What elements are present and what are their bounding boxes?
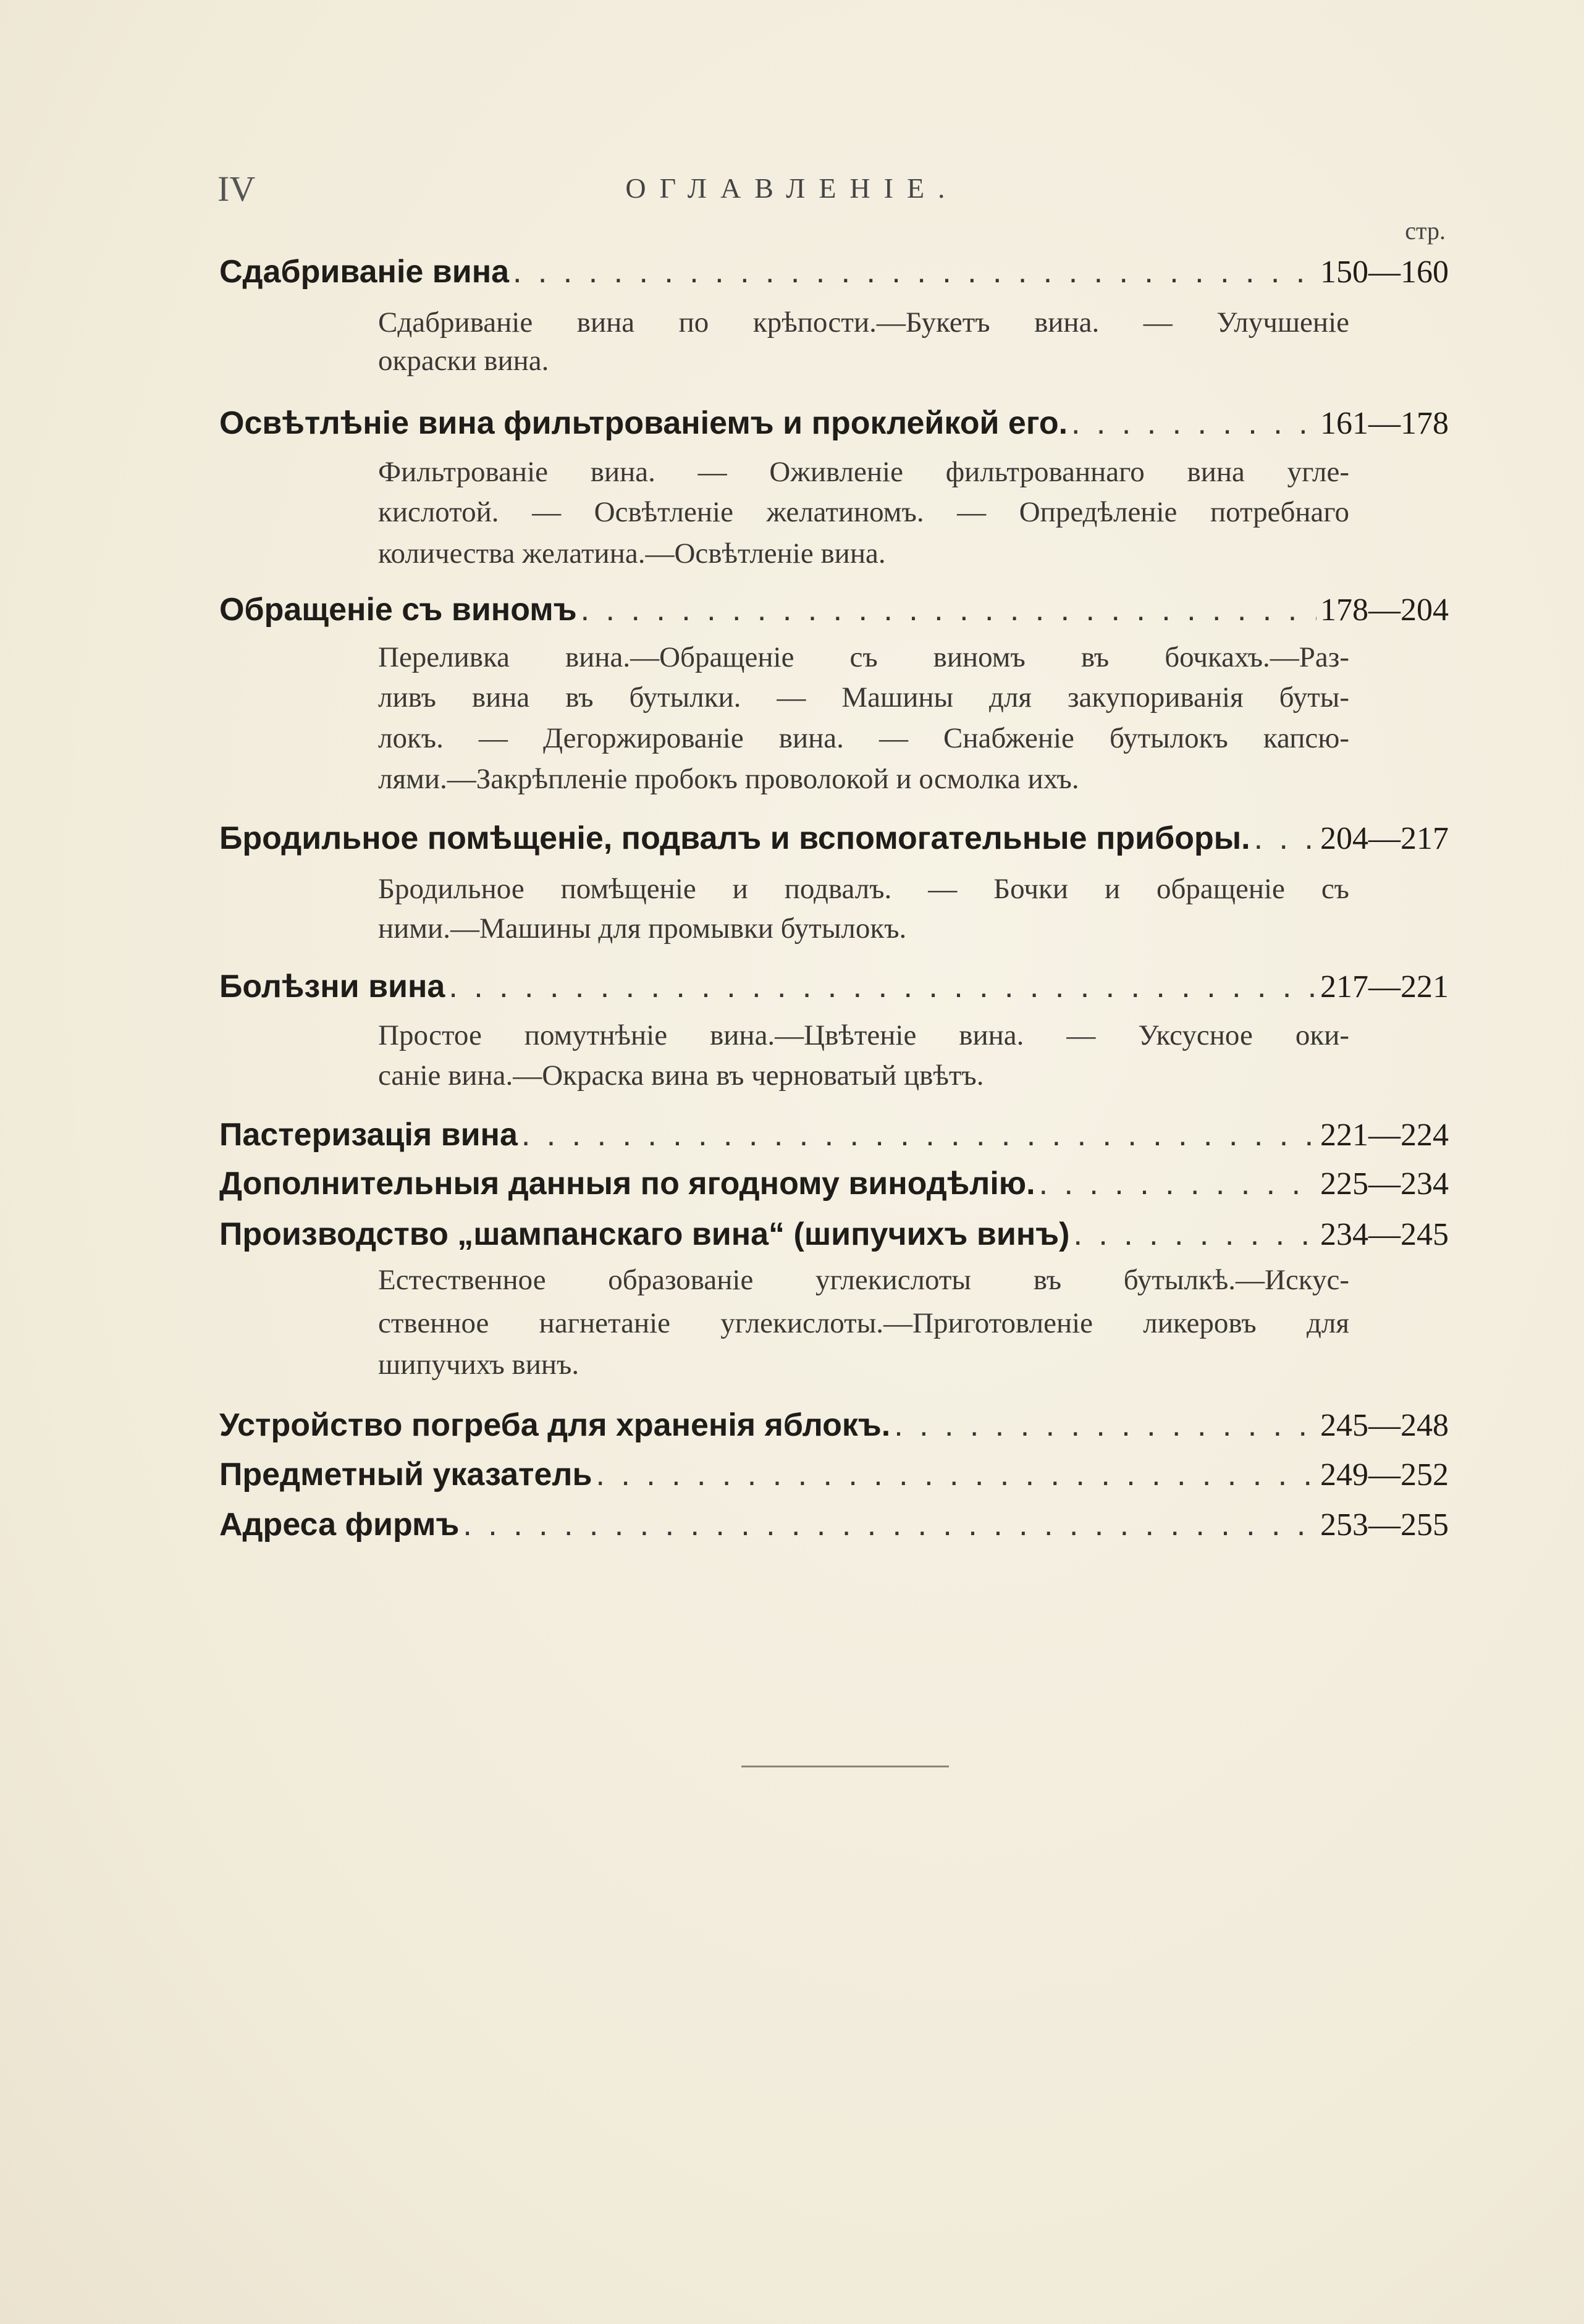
dot-leader	[596, 1456, 1316, 1493]
pages-column-label: стр.	[1405, 217, 1446, 245]
toc-entry	[219, 1116, 1449, 1153]
toc-entry	[219, 1216, 1449, 1253]
page-title: ОГЛАВЛЕНІЕ.	[625, 172, 959, 204]
toc-subtopics-line: ственное нагнетаніе углекислоты.—Приготовленіе ликеровъ для	[378, 1307, 1349, 1339]
toc-entry-pages: 249—252	[1320, 1457, 1449, 1492]
toc-entry-title: Адреса фирмъ	[219, 1507, 460, 1543]
toc-entry	[219, 968, 1449, 1005]
dot-leader	[513, 253, 1316, 290]
toc-entry	[219, 1165, 1449, 1202]
toc-subtopics-line: кислотой. — Освѣтленіе желатиномъ. — Опредѣленіе потребнаго	[378, 496, 1349, 528]
toc-subtopics-line: Бродильное помѣщеніе и подвалъ. — Бочки и обращеніе съ	[378, 873, 1349, 905]
toc-subtopics-line: шипучихъ винъ.	[378, 1349, 579, 1381]
toc-entry	[219, 1506, 1449, 1543]
dot-leader	[449, 968, 1316, 1005]
toc-subtopics-line: локъ. — Дегоржированіе вина. — Снабженіе бутылокъ капсю-	[378, 722, 1349, 754]
toc-subtopics-line: Естественное образованіе углекислоты въ бутылкѣ.—Искус-	[378, 1264, 1349, 1296]
toc-entry-title: Дополнительныя данныя по ягодному винодѣлію.	[219, 1166, 1035, 1202]
toc-entry-title: Бродильное помѣщеніе, подвалъ и вспомогательные приборы.	[219, 820, 1250, 856]
toc-entry-pages: 150—160	[1320, 255, 1449, 290]
toc-entry-pages: 253—255	[1320, 1507, 1449, 1543]
toc-subtopics-line: лями.—Закрѣпленіе пробокъ проволокой и осмолка ихъ.	[378, 763, 1079, 795]
toc-entry-title: Производство „шампанскаго вина“ (шипучихъ винъ)	[219, 1216, 1070, 1252]
toc-entry-title: Болѣзни вина	[219, 969, 445, 1004]
dot-leader	[1071, 405, 1316, 442]
toc-entry-title: Обращеніе съ виномъ	[219, 592, 577, 628]
toc-entry-pages: 178—204	[1320, 592, 1449, 628]
toc-subtopics-line: окраски вина.	[378, 345, 549, 377]
toc-entry-title: Освѣтлѣніе вина фильтрованіемъ и проклейкой его.	[219, 405, 1068, 441]
toc-entry-title: Пастеризація вина	[219, 1117, 518, 1153]
dot-leader	[521, 1116, 1316, 1153]
toc-subtopics-line: Фильтрованіе вина. — Оживленіе фильтрованнаго вина угле-	[378, 456, 1349, 488]
dot-leader	[894, 1407, 1316, 1444]
toc-entry-pages: 161—178	[1320, 406, 1449, 441]
toc-subtopics-line: Простое помутнѣніе вина.—Цвѣтеніе вина. — Уксусное оки-	[378, 1019, 1349, 1051]
toc-subtopics-line: ливъ вина въ бутылки. — Машины для закупориванія буты-	[378, 681, 1349, 714]
dot-leader	[1073, 1216, 1316, 1253]
toc-entry-pages: 217—221	[1320, 969, 1449, 1004]
toc-entry-title: Устройство погреба для храненія яблокъ.	[219, 1407, 891, 1443]
toc-entry	[219, 591, 1449, 628]
toc-entry-title: Предметный указатель	[219, 1457, 592, 1492]
toc-entry	[219, 1456, 1449, 1493]
toc-entry-pages: 204—217	[1320, 821, 1449, 856]
dot-leader	[1039, 1165, 1316, 1202]
toc-subtopics-line: Сдабриваніе вина по крѣпости.—Букетъ вина. — Улучшеніе	[378, 306, 1349, 339]
end-rule	[741, 1766, 949, 1767]
toc-entry-pages: 234—245	[1320, 1217, 1449, 1252]
toc-entry	[219, 1407, 1449, 1444]
toc-entry	[219, 253, 1449, 290]
page-number: IV	[217, 169, 256, 209]
toc-subtopics-line: Переливка вина.—Обращеніе съ виномъ въ бочкахъ.—Раз-	[378, 641, 1349, 673]
dot-leader	[463, 1506, 1316, 1543]
dot-leader	[1254, 820, 1316, 857]
toc-subtopics-line: количества желатина.—Освѣтленіе вина.	[378, 537, 886, 570]
toc-entry	[219, 405, 1449, 442]
toc-subtopics-line: саніе вина.—Окраска вина въ черноватый цвѣтъ.	[378, 1059, 984, 1092]
toc-entry-title: Сдабриваніе вина	[219, 254, 510, 290]
dot-leader	[581, 591, 1316, 628]
toc-entry-pages: 221—224	[1320, 1118, 1449, 1153]
toc-entry-pages: 225—234	[1320, 1166, 1449, 1202]
toc-entry	[219, 820, 1449, 857]
toc-entry-pages: 245—248	[1320, 1408, 1449, 1443]
toc-subtopics-line: ними.—Машины для промывки бутылокъ.	[378, 912, 907, 945]
